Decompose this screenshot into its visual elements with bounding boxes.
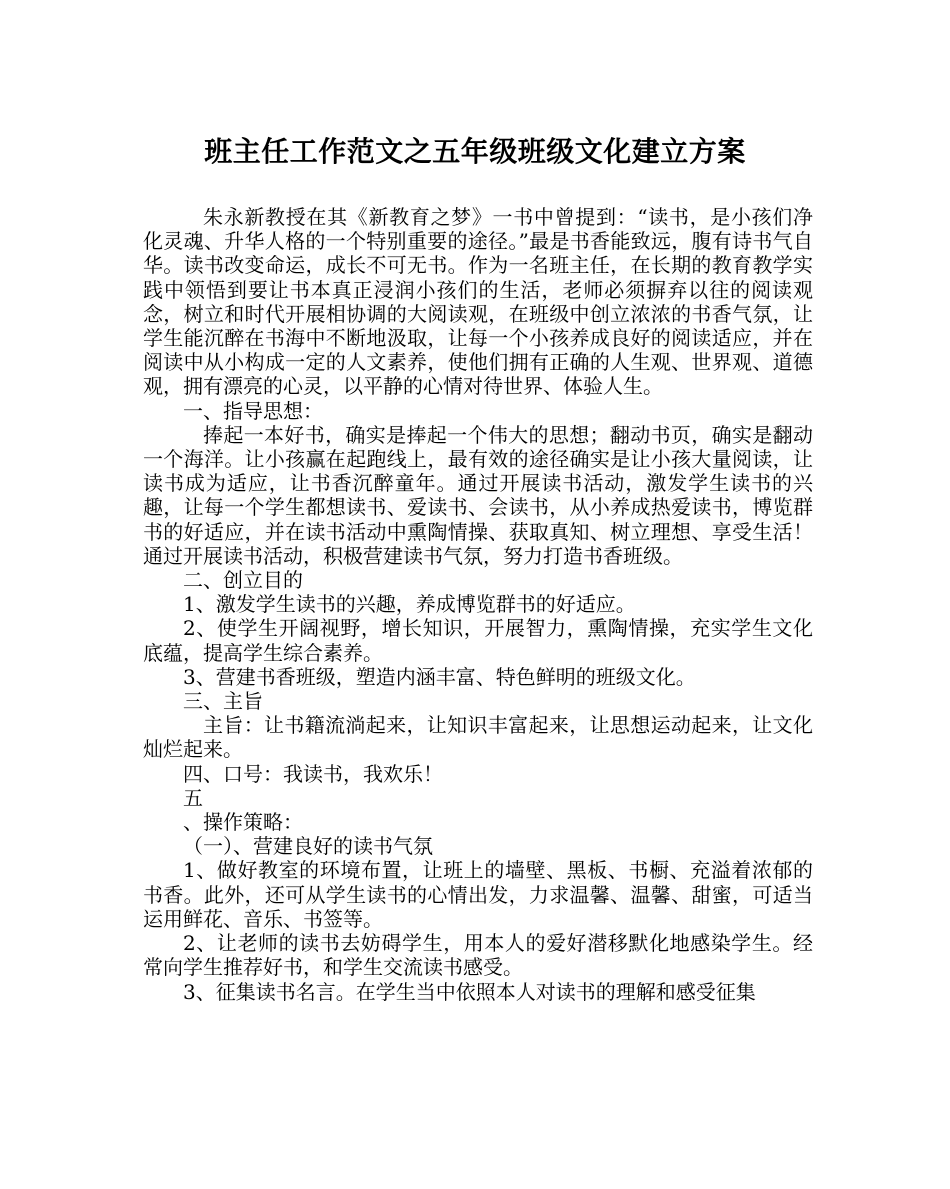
section-slogan: 四、口号：我读书，我欢乐！	[183, 761, 443, 786]
section-heading-guiding-thought: 一、指导思想：	[183, 398, 323, 423]
intro-paragraph: 朱永新教授在其《新教育之梦》一书中曾提到：“读书，是小孩们净化灵魂、升华人格的一个特别重要的途径。”最是书香能致远，腹有诗书气自华。读书改变命运，成长不可无书。作为一名班主任，在长期的教育教学实践中领悟到要让书本真正浸润小孩们的生活，老师必须摒弃以往的阅读观念，树立和时代开展相协调的大阅读观，在班级中创立浓浓的书香气氛，让学生能沉醉在书海中不断地汲取，让每一个小孩养成良好的阅读适应，并在阅读中从小构成一定的人文素养，使他们拥有正确的人生观、世界观、道德观，拥有漂亮的心灵，以平静的心情对待世界、体验人生。	[143, 205, 813, 399]
paragraph-guiding-thought: 捧起一本好书，确实是捧起一个伟大的思想；翻动书页，确实是翻动一个海洋。让小孩赢在起跑线上，最有效的途径确实是让小孩大量阅读，让读书成为适应，让书香沉醉童年。通过开展读书活动，激发学生读书的兴趣，让每一个学生都想读书、爱读书、会读书，从小养成热爱读书，博览群书的好适应，并在读书活动中熏陶情操、获取真知、树立理想、享受生活！通过开展读书活动，积极营建读书气氛，努力打造书香班级。	[143, 422, 813, 568]
strategy-item-1: 1、做好教室的环境布置，让班上的墙壁、黑板、书橱、充溢着浓郁的书香。此外，还可从学生读书的心情出发，力求温馨、温馨、甜蜜，可适当运用鲜花、音乐、书签等。	[143, 858, 813, 931]
purpose-item-2: 2、使学生开阔视野，增长知识，开展智力，熏陶情操，充实学生文化底蕴，提高学生综合素养。	[143, 616, 813, 665]
section-heading-theme: 三、主旨	[183, 689, 263, 714]
section-heading-purpose: 二、创立目的	[183, 568, 303, 593]
subsection-heading-atmosphere: （一）、营建良好的读书气氛	[183, 834, 433, 859]
strategy-item-2: 2、让老师的读书去妨碍学生，用本人的爱好潜移默化地感染学生。经常向学生推荐好书，和学生交流读书感受。	[143, 931, 813, 980]
strategy-item-3: 3、征集读书名言。在学生当中依照本人对读书的理解和感受征集	[183, 979, 756, 1004]
purpose-item-3: 3、营建书香班级，塑造内涵丰富、特色鲜明的班级文化。	[183, 664, 696, 689]
page-title: 班主任工作范文之五年级班级文化建立方案	[204, 135, 746, 168]
paragraph-theme: 主旨：让书籍流淌起来，让知识丰富起来，让思想运动起来，让文化灿烂起来。	[143, 713, 813, 762]
purpose-item-1: 1、激发学生读书的兴趣，养成博览群书的好适应。	[183, 592, 636, 617]
section-heading-strategy: 、操作策略：	[183, 810, 303, 835]
section-number-five: 五	[183, 785, 203, 810]
document-body	[143, 205, 813, 1004]
